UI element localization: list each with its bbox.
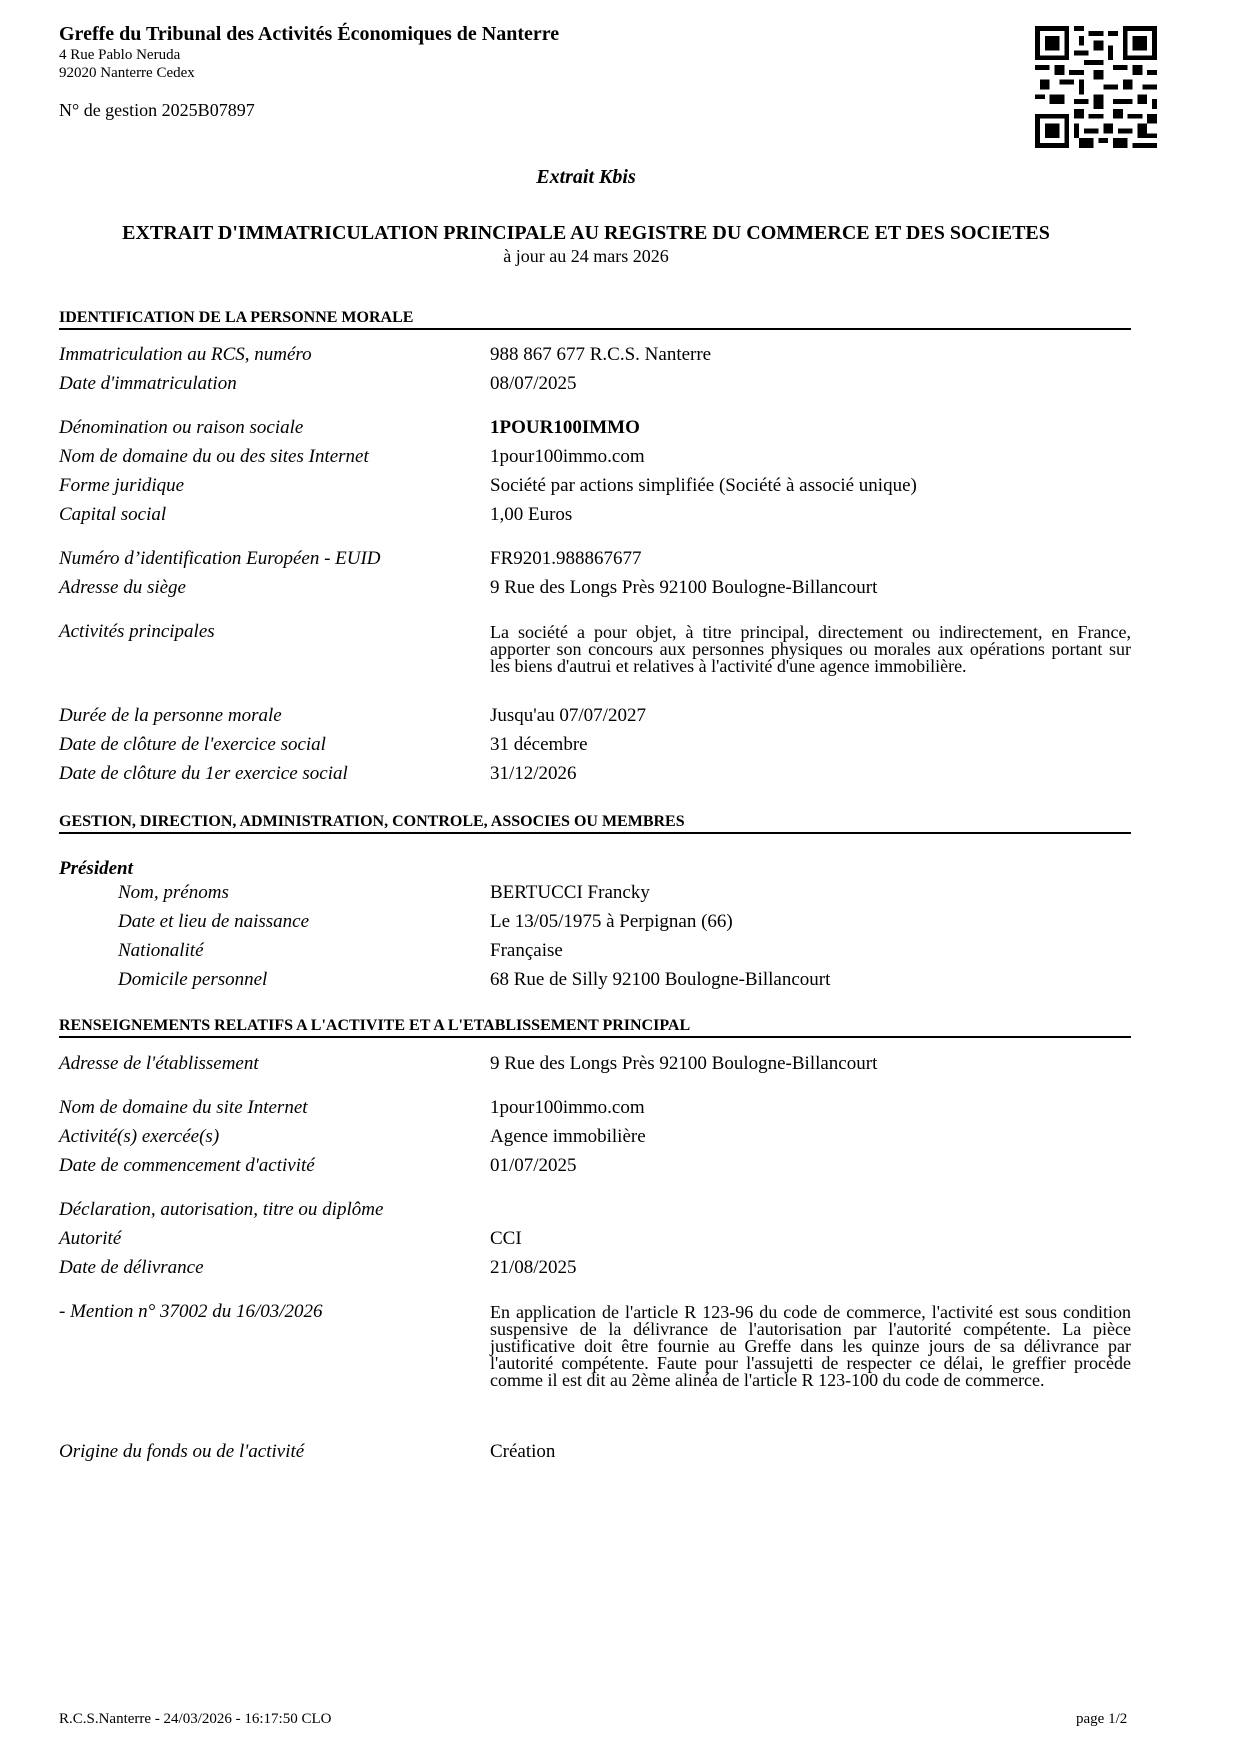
site-label: Nom de domaine du site Internet — [59, 1097, 308, 1118]
euid-label: Numéro d’identification Européen - EUID — [59, 548, 381, 569]
rcs-label: Immatriculation au RCS, numéro — [59, 344, 312, 365]
nationalite-label: Nationalité — [118, 940, 204, 961]
site-value: 1pour100immo.com — [490, 1097, 645, 1118]
nom-label: Nom, prénoms — [118, 882, 229, 903]
cloture1-value: 31/12/2026 — [490, 763, 577, 784]
row-naissance — [59, 910, 1131, 934]
adresse-etab-value: 9 Rue des Longs Près 92100 Boulogne-Billancourt — [490, 1053, 878, 1074]
capital-label: Capital social — [59, 504, 167, 525]
domicile-value: 68 Rue de Silly 92100 Boulogne-Billancourt — [490, 969, 831, 990]
rcs-value: 988 867 677 R.C.S. Nanterre — [490, 344, 712, 365]
autorite-value: CCI — [490, 1228, 522, 1249]
row-declaration — [59, 1198, 1131, 1222]
denomination-label: Dénomination ou raison sociale — [59, 417, 304, 438]
row-cloture-1er — [59, 762, 1131, 786]
row-commencement — [59, 1154, 1131, 1178]
domicile-label: Domicile personnel — [118, 969, 268, 990]
forme-label: Forme juridique — [59, 475, 185, 496]
delivrance-value: 21/08/2025 — [490, 1257, 577, 1278]
court-header — [59, 22, 559, 82]
domaine-label: Nom de domaine du ou des sites Internet — [59, 446, 369, 467]
exercees-label: Activité(s) exercée(s) — [59, 1126, 220, 1147]
section-identification-heading: IDENTIFICATION DE LA PERSONNE MORALE — [59, 309, 1131, 330]
row-forme-juridique — [59, 474, 1131, 498]
cloture1-label: Date de clôture du 1er exercice social — [59, 763, 348, 784]
row-cloture — [59, 733, 1131, 757]
court-address-line1: 4 Rue Pablo Neruda — [59, 47, 181, 63]
president-heading: Président — [59, 858, 133, 879]
origine-label: Origine du fonds ou de l'activité — [59, 1441, 305, 1462]
denomination-value: 1POUR100IMMO — [490, 417, 640, 438]
mention-label: - Mention n° 37002 du 16/03/2026 — [59, 1301, 323, 1322]
court-address-line2: 92020 Nanterre Cedex — [59, 65, 195, 81]
duree-value: Jusqu'au 07/07/2027 — [490, 705, 646, 726]
main-title: EXTRAIT D'IMMATRICULATION PRINCIPALE AU REGISTRE DU COMMERCE ET DES SOCIETES — [122, 222, 1050, 244]
section-activite-heading: RENSEIGNEMENTS RELATIFS A L'ACTIVITE ET A L'ETABLISSEMENT PRINCIPAL — [59, 1017, 1131, 1038]
forme-value: Société par actions simplifiée (Société à associé unique) — [490, 475, 917, 496]
euid-value: FR9201.988867677 — [490, 548, 642, 569]
footer-reference: R.C.S.Nanterre - 24/03/2026 - 16:17:50 CLO — [59, 1711, 332, 1727]
row-siege — [59, 576, 1131, 600]
delivrance-label: Date de délivrance — [59, 1257, 204, 1278]
autorite-label: Autorité — [59, 1228, 122, 1249]
date-immat-value: 08/07/2025 — [490, 373, 577, 394]
siege-value: 9 Rue des Longs Près 92100 Boulogne-Billancourt — [490, 577, 878, 598]
row-origine — [59, 1440, 1131, 1464]
naissance-label: Date et lieu de naissance — [118, 911, 310, 932]
court-name: Greffe du Tribunal des Activités Économiques de Nanterre — [59, 23, 560, 45]
row-rcs — [59, 343, 1131, 367]
row-domaine — [59, 445, 1131, 469]
declaration-label: Déclaration, autorisation, titre ou diplôme — [59, 1199, 384, 1220]
page-number: page 1/2 — [1076, 1711, 1128, 1727]
date-immat-label: Date d'immatriculation — [59, 373, 237, 394]
mention-value: En application de l'article R 123-96 du code de commerce, l'activité est sous condition suspensive de la délivrance de l'autorisation par l'autorité compétente. La pièce justificative doit être fournie au Greffe dans les quinze jours de sa délivrance par l'autorité compétente. Faute pour l'assujetti de respecter ce délai, le greffier procède comme il est dit au 2ème alinéa de l'article R 123-100 du code de commerce. — [490, 1302, 1131, 1390]
qr-code-icon — [1035, 26, 1157, 148]
row-autorite — [59, 1227, 1131, 1251]
row-nom-prenoms — [59, 881, 1131, 905]
activites-value: La société a pour objet, à titre principal, directement ou indirectement, en France, apporter son concours aux personnes physiques ou morales aux opérations portant sur les biens d'autrui et relatives à l'activité d'une agence immobilière. — [490, 622, 1131, 676]
row-delivrance — [59, 1256, 1131, 1280]
row-nationalite — [59, 939, 1131, 963]
nationalite-value: Française — [490, 940, 563, 961]
commencement-label: Date de commencement d'activité — [59, 1155, 315, 1176]
row-domicile — [59, 968, 1131, 992]
row-activites-exercees — [59, 1125, 1131, 1149]
row-duree — [59, 704, 1131, 728]
cloture-value: 31 décembre — [490, 734, 588, 755]
date-line: à jour au 24 mars 2026 — [503, 246, 669, 266]
capital-value: 1,00 Euros — [490, 504, 573, 525]
section-gestion-heading: GESTION, DIRECTION, ADMINISTRATION, CONTROLE, ASSOCIES OU MEMBRES — [59, 813, 1131, 834]
cloture-label: Date de clôture de l'exercice social — [59, 734, 326, 755]
row-site-internet — [59, 1096, 1131, 1120]
activites-label: Activités principales — [59, 621, 215, 642]
commencement-value: 01/07/2025 — [490, 1155, 577, 1176]
duree-label: Durée de la personne morale — [59, 705, 282, 726]
row-capital — [59, 503, 1131, 527]
row-adresse-etablissement — [59, 1052, 1131, 1076]
row-euid — [59, 547, 1131, 571]
siege-label: Adresse du siège — [59, 577, 186, 598]
row-denomination — [59, 416, 1131, 440]
domaine-value: 1pour100immo.com — [490, 446, 645, 467]
document-type-title: Extrait Kbis — [536, 166, 636, 188]
nom-value: BERTUCCI Francky — [490, 882, 650, 903]
exercees-value: Agence immobilière — [490, 1126, 646, 1147]
origine-value: Création — [490, 1441, 556, 1462]
adresse-etab-label: Adresse de l'établissement — [59, 1053, 259, 1074]
naissance-value: Le 13/05/1975 à Perpignan (66) — [490, 911, 733, 932]
gestion-number: N° de gestion 2025B07897 — [59, 100, 255, 120]
row-date-immatriculation — [59, 372, 1131, 396]
